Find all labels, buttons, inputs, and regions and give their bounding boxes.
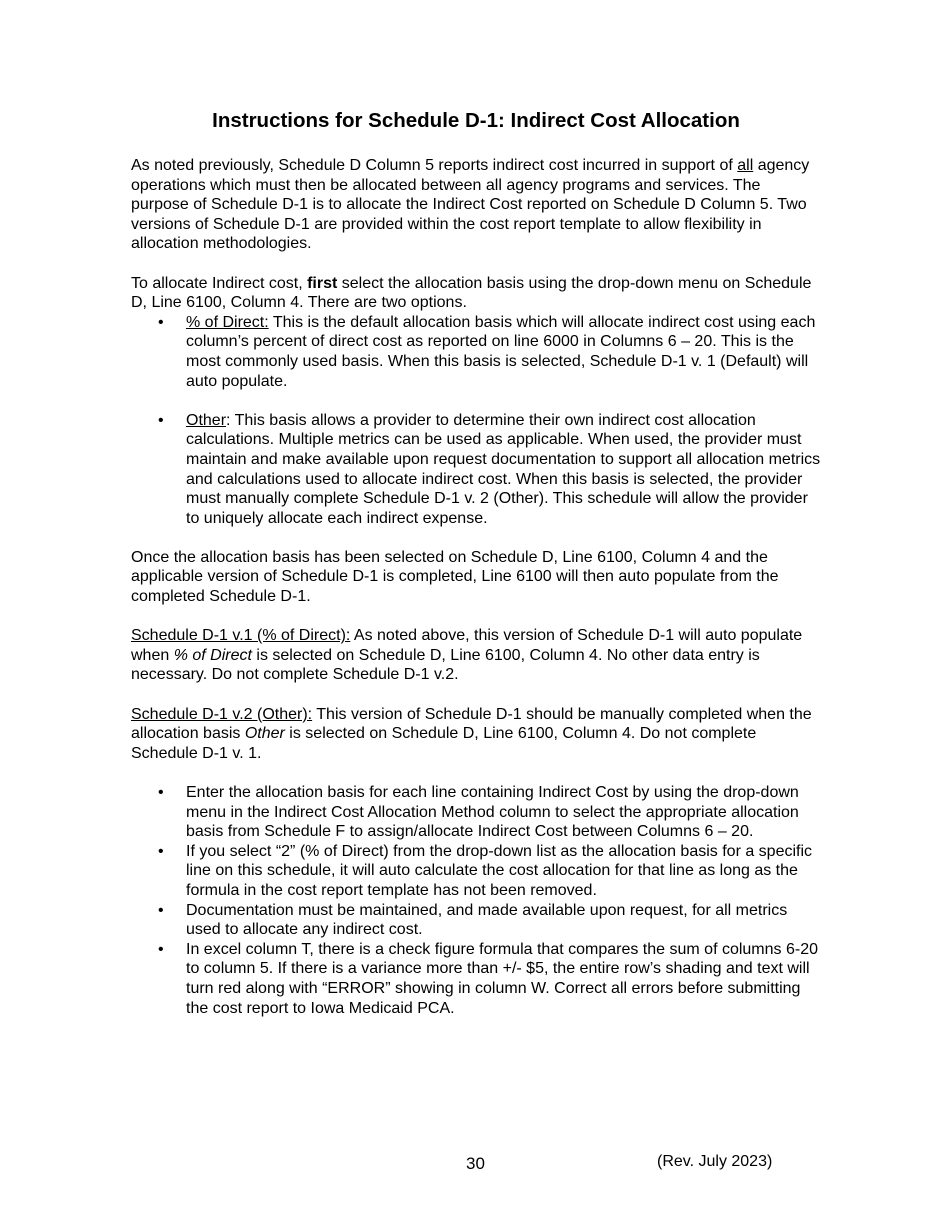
schedule-v1-text-a: As noted above, this version of Schedule D-1 will auto populate when [131,627,803,664]
schedule-v1-italic: % of Direct [173,646,252,664]
intro-text-a: As noted previously, Schedule D Column 5 reports indirect cost incurred in support of [131,157,738,174]
options-list [131,313,821,529]
option-label: % of Direct: [186,313,269,331]
list-item-step [131,842,821,901]
schedule-v1-text-b: is selected on Schedule D, Line 6100, Column 4. No other data entry is necessary. Do not complete Schedule D-1 v.2. [131,646,760,684]
schedule-v2-text-b: is selected on Schedule D, Line 6100, Column 4. Do not complete Schedule D-1 v. 1. [131,725,757,762]
list-item-step [131,940,821,1018]
schedule-v2-italic: Other [244,725,285,743]
allocate-bold-word: first [307,274,338,292]
once-paragraph: Once the allocation basis has been selected on Schedule D, Line 6100, Column 4 and the applicable version of Schedule D-1 is completed, Line 6100 will then auto populate from the completed Schedule D-1. [131,548,779,606]
step-text: Documentation must be maintained, and made available upon request, for all metrics used to allocate any indirect cost. [186,901,788,939]
page-title: Instructions for Schedule D-1: Indirect Cost Allocation [212,109,740,132]
bullet-icon: • [158,784,164,801]
revision-date: (Rev. July 2023) [657,1153,773,1170]
list-item-step [131,783,821,842]
option-text: This is the default allocation basis which will allocate indirect cost using each column’s percent of direct cost as reported on line 6000 in Columns 6 – 20. This is the most commonly used basis. When this basis is selected, Schedule D-1 v. 1 (Default) will auto populate. [186,313,816,390]
schedule-v2-label: Schedule D-1 v.2 (Other): [131,705,313,723]
allocate-text-b: select the allocation basis using the drop-down menu on Schedule D, Line 6100, Column 4. There are two options. [131,274,812,312]
list-item-step [131,901,821,940]
bullet-icon: • [158,313,164,331]
intro-text-b: agency operations which must then be allocated between all agency programs and services. The purpose of Schedule D-1 is to allocate the Indirect Cost reported on Schedule D Column 5. Two versions of Schedule D-1 are provided within the cost report template to allow flexibility in allocation methodologies. [131,157,810,253]
intro-paragraph [131,156,821,254]
page-number: 30 [466,1154,485,1173]
steps-list [131,783,821,1018]
document-body [131,108,821,1018]
bullet-icon: • [158,411,164,429]
allocate-paragraph [131,274,821,313]
option-text: : This basis allows a provider to determine their own indirect cost allocation calculations. Multiple metrics can be used as applicable. When used, the provider must maintain and make available upon request documentation to support all allocation metrics and calculations used to allocate indirect cost. When this basis is selected, the provider must manually complete Schedule D-1 v. 2 (Other). This schedule will allow the provider to uniquely allocate each indirect expense. [186,411,821,527]
schedule-v2-text-a: This version of Schedule D-1 should be manually completed when the allocation basis [131,705,812,743]
option-label: Other [186,411,227,429]
step-text: If you select “2” (% of Direct) from the drop-down list as the allocation basis for a specific line on this schedule, it will auto calculate the cost allocation for that line as long as the formula in the cost report template has not been removed. [186,842,813,899]
allocate-text-a: To allocate Indirect cost, [131,274,308,292]
step-text: Enter the allocation basis for each line containing Indirect Cost by using the drop-down menu in the Indirect Cost Allocation Method column to select the appropriate allocation basis from Schedule F to assign/allocate Indirect Cost between Columns 6 – 20. [186,784,799,841]
list-spacer [131,391,821,411]
step-text: In excel column T, there is a check figure formula that compares the sum of columns 6-20 to column 5. If there is a variance more than +/- $5, the entire row’s shading and text will turn red along with “ERROR” showing in column W. Correct all errors before submitting the cost report to Iowa Medicaid PCA. [186,940,818,1017]
bullet-icon: • [158,940,164,958]
list-item-option-direct [131,313,821,391]
schedule-v1-label: Schedule D-1 v.1 (% of Direct): [131,627,351,645]
list-item-option-other [131,411,821,529]
schedule-v1-paragraph [131,626,821,685]
bullet-icon: • [158,901,164,919]
bullet-icon: • [158,842,164,860]
schedule-v2-paragraph [131,705,821,764]
intro-underlined-word: all [737,157,754,174]
